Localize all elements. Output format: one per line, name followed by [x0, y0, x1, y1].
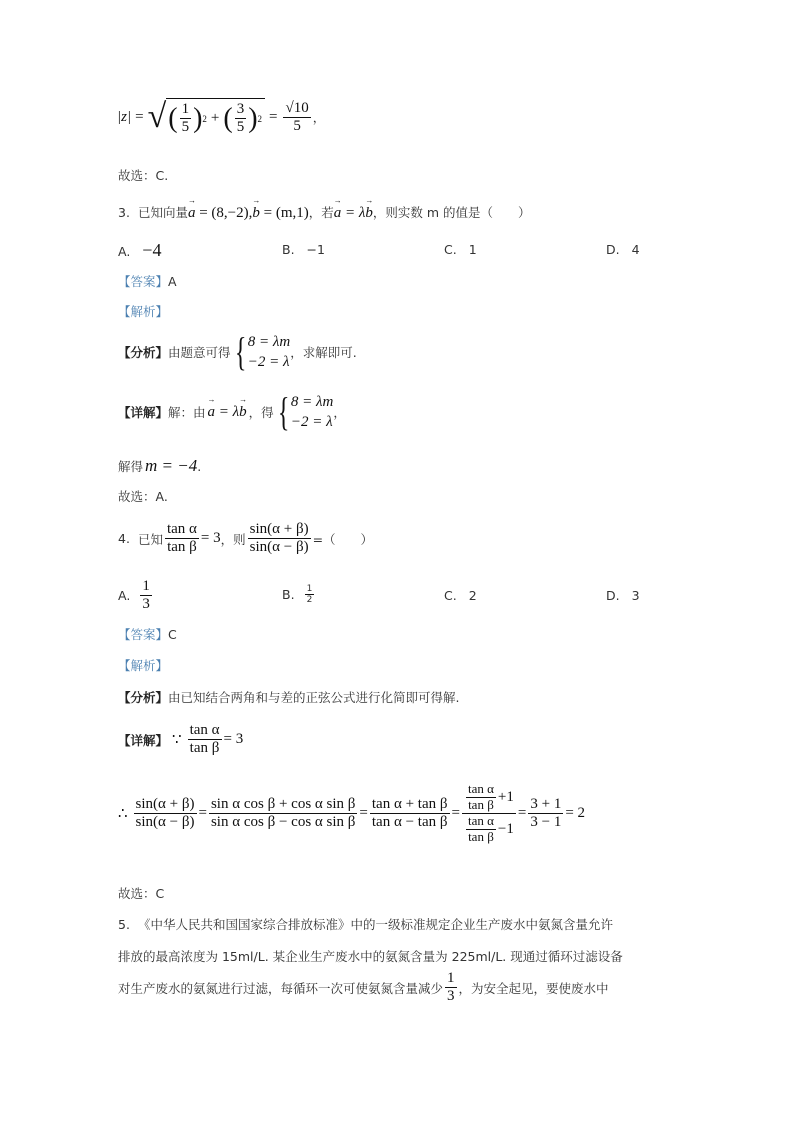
therefore-symbol: ∴	[118, 805, 128, 822]
vector-b: → b	[252, 205, 260, 222]
q3-option-c[interactable]	[444, 242, 477, 257]
q3-xiangjie	[118, 389, 346, 435]
period: .	[197, 459, 202, 474]
final-fraction	[528, 796, 563, 832]
equation-system	[231, 329, 291, 375]
vector-a: → a	[208, 404, 216, 421]
option-value: 3	[631, 588, 640, 603]
fenxi-tag: 【分析】	[118, 345, 169, 361]
q3-option-a[interactable]	[118, 240, 161, 261]
q4-fenxi	[118, 688, 460, 706]
brace-icon: {	[277, 389, 290, 435]
denominator: 3	[447, 988, 455, 1005]
q2-choice: 故选：C.	[118, 168, 169, 183]
vector-equation	[188, 205, 309, 222]
option-label: D.	[606, 242, 620, 257]
solve-result: m = −4	[145, 456, 198, 475]
q4-option-c[interactable]	[444, 588, 477, 603]
vector-a-value: = (8,−2),	[195, 205, 253, 221]
fraction-one-fifth	[180, 101, 192, 137]
exponent: 2	[257, 113, 263, 124]
chain-fraction	[209, 796, 357, 832]
plus-sign: +	[210, 110, 220, 127]
numerator: sin(α + β)	[134, 796, 197, 814]
denominator: 5	[293, 117, 301, 134]
q3-answer	[118, 272, 177, 290]
option-value: −4	[142, 240, 162, 260]
final-result: = 2	[565, 804, 586, 821]
answer-value: A	[168, 274, 177, 289]
numerator: tan α	[165, 521, 199, 539]
option-value: 4	[631, 242, 640, 257]
denominator: 3	[142, 596, 150, 613]
denominator: 5	[181, 119, 190, 136]
xiangjie-mid: ，得	[248, 405, 274, 421]
chain-fraction	[134, 796, 197, 832]
question-number: 3.	[118, 205, 130, 220]
vector-b: → b	[365, 205, 373, 222]
comma: ，	[333, 405, 346, 421]
denominator: sin α cos β − cos α sin β	[210, 813, 356, 830]
target-fraction	[248, 521, 311, 557]
denominator: sin(α − β)	[135, 813, 195, 830]
equals-sign: =	[135, 108, 144, 125]
option-value: 2	[468, 588, 477, 603]
numerator: 1	[180, 101, 192, 119]
denominator: tan α − tan β	[371, 813, 448, 830]
q4-option-b[interactable]	[282, 584, 316, 606]
radical-icon: √	[147, 98, 167, 136]
option-value: −1	[306, 242, 325, 257]
stem-text: 对生产废水的氨氮进行过滤，每循环一次可使氨氮含量减少	[118, 980, 444, 996]
option-label: B.	[282, 587, 295, 603]
equation-system	[274, 389, 334, 435]
numerator: tan α	[467, 812, 494, 828]
equation-row: −2 = λ	[247, 354, 290, 371]
condition-text: = λ	[215, 403, 240, 420]
equation-row: −2 = λ	[290, 414, 333, 431]
brace-icon: {	[234, 329, 246, 375]
q4-option-a[interactable]	[118, 578, 154, 614]
option-label: C.	[444, 588, 457, 603]
result-fraction	[283, 100, 310, 136]
fenxi-tag: 【分析】	[118, 690, 169, 705]
nested-fraction	[462, 782, 516, 845]
given-equals: = 3	[200, 530, 221, 547]
q5-line1	[118, 915, 613, 933]
denominator: tan β	[468, 828, 494, 844]
numerator: 3	[235, 101, 247, 119]
stem-text: ，若	[308, 205, 334, 220]
numerator: tan α	[467, 781, 494, 796]
numerator: tan α + tan β	[370, 796, 450, 814]
vector-a: → a	[188, 205, 196, 222]
numerator: 1	[140, 578, 152, 596]
numerator: 1	[445, 970, 457, 988]
q4-choice: 故选：C	[118, 886, 165, 901]
option-label: A.	[118, 244, 131, 259]
vector-b: → b	[239, 404, 247, 421]
q4-stem	[118, 521, 373, 557]
q3-fenxi	[118, 329, 357, 375]
vector-a: → a	[334, 205, 342, 222]
q4-analysis-tag: 【解析】	[118, 658, 169, 673]
equation-row: 8 = λm	[290, 394, 334, 410]
stem-text: 已知	[137, 531, 163, 547]
fenxi-text: 由已知结合两角和与差的正弦公式进行化简即可得解.	[168, 690, 460, 705]
answer-tag: 【答案】	[118, 627, 169, 642]
q4-derivation: ∴ $\frac{\sin(\alpha + \beta)}{\sin(\alpha - \beta)}$ = $\frac{\text{sin α cos β + cos α sin β}}{\text{sin α cos β − cos α sin β}}$ = $\frac{\text{tan α + tan β}}{\text{tan α − tan β}}$ = $\frac{\text{tan α}}{\text{tan β}}$ +1 $\frac{\text{tan α}}{\text{tan β}}$ −1 = $\frac{3 + 1}{3 - 1}$ = 2	[118, 781, 586, 844]
given-fraction	[188, 722, 222, 758]
denominator: 5	[236, 119, 245, 136]
numerator: √10	[283, 100, 310, 118]
fenxi-text: 由题意可得	[168, 345, 231, 361]
condition-equation	[334, 205, 373, 222]
given-equals: = 3	[223, 731, 244, 748]
one-third-fraction	[445, 970, 457, 1006]
denominator: tan β	[189, 740, 220, 757]
equation-row: 8 = λm	[247, 334, 291, 350]
stem-text: 已知向量	[137, 205, 188, 220]
question-number: 5.	[118, 917, 130, 932]
denominator: sin(α − β)	[249, 539, 309, 556]
minus-one: −1	[497, 820, 514, 837]
comma: ，	[312, 110, 326, 126]
q4-answer	[118, 625, 177, 643]
q3-choice: 故选：A.	[118, 489, 168, 504]
numerator: sin(α + β)	[248, 521, 311, 539]
chain-fraction	[370, 796, 450, 832]
because-symbol: ∵	[172, 732, 182, 749]
option-value: 1	[468, 242, 477, 257]
solve-prefix: 解得	[118, 459, 144, 474]
given-fraction	[165, 521, 199, 557]
option-fraction	[305, 584, 315, 606]
q3-option-d[interactable]	[606, 242, 640, 257]
stem-text: 《中华人民共和国国家综合排放标准》中的一级标准规定企业生产废水中氨氮含量允许	[137, 917, 613, 932]
denominator: tan β	[167, 539, 197, 556]
q5-line3	[118, 970, 609, 1006]
stem-text: ，则实数 m 的值是（ ）	[372, 205, 531, 220]
numerator: tan α	[188, 722, 222, 740]
condition-equation	[208, 404, 247, 421]
q3-solve	[118, 456, 201, 476]
q4-xiangjie	[118, 722, 243, 758]
denominator: 2	[306, 595, 313, 606]
answer-tag: 【答案】	[118, 274, 169, 289]
fraction-three-fifths	[235, 101, 247, 137]
stem-text: ，则	[220, 531, 246, 547]
numerator: sin α cos β + cos α sin β	[209, 796, 357, 814]
condition-text: = λ	[341, 205, 366, 221]
modulus-lhs: |z|	[117, 108, 132, 125]
q3-stem	[118, 203, 531, 222]
modulus-formula	[117, 98, 325, 137]
question-number: 4.	[118, 531, 130, 547]
option-label: C.	[444, 242, 457, 257]
numerator: 1	[306, 584, 313, 594]
xiangjie-tag: 【详解】	[118, 405, 169, 421]
exponent: 2	[202, 113, 207, 124]
denominator: tan β	[468, 796, 494, 812]
option-label: D.	[606, 588, 620, 603]
answer-value: C	[168, 627, 177, 642]
q5-line2: 排放的最高浓度为 15ml/L. 某企业生产废水中的氨氮含量为 225ml/L. 现通过循环过滤设备	[118, 949, 623, 964]
option-label: B.	[282, 242, 295, 257]
denominator: 3 − 1	[530, 813, 562, 830]
stem-text: ，为安全起见，要使废水中	[458, 980, 609, 996]
equals-sign: =	[269, 108, 278, 125]
vector-b-value: = (m,1)	[259, 205, 309, 221]
option-fraction	[140, 578, 152, 614]
xiangjie-tag: 【详解】	[118, 732, 169, 748]
q3-analysis-tag: 【解析】	[118, 304, 169, 319]
numerator: 3 + 1	[528, 796, 563, 814]
xiangjie-text: 解：由	[168, 405, 206, 421]
option-label: A.	[118, 588, 131, 604]
sqrt-expression: √ ( $\frac{1}{5}$ ) 2 + ( $\frac{3}{5}$ ) 2	[148, 98, 265, 137]
q4-option-d[interactable]	[606, 588, 640, 603]
stem-text: =（ ）	[312, 531, 374, 547]
plus-one: +1	[497, 788, 514, 805]
q3-option-b[interactable]	[282, 242, 325, 257]
fenxi-suffix: ，求解即可.	[290, 345, 357, 361]
